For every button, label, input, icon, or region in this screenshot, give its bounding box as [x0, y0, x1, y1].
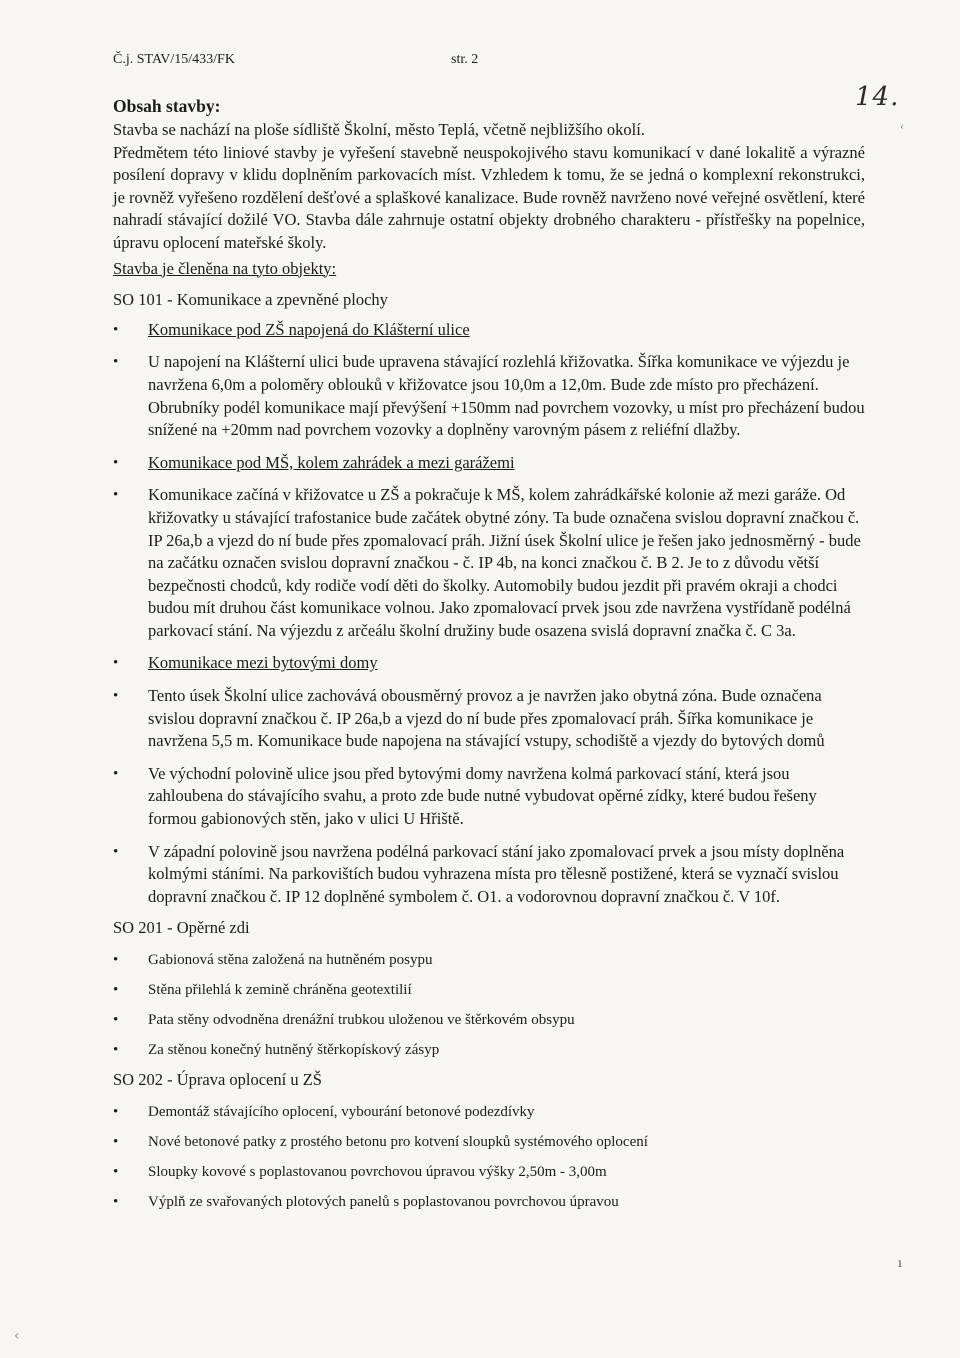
so-202-list — [113, 1102, 865, 1212]
list-item: • Tento úsek Školní ulice zachovává obousměrný provoz a je navržen jako obytná zóna. Bude označena svislou dopravní značkou č. IP 26a,b a vjezd do ní bude přes zpomalovací práh. Šířka komunikace je navržena 5,5 m. Komunikace bude napojena na stávající vstupy, schodiště a vjezdy do bytových domů — [113, 685, 865, 753]
list-item: • Gabionová stěna založená na hutněném posypu — [113, 950, 865, 970]
list-item — [113, 452, 865, 475]
document-body — [113, 95, 865, 1212]
so-101-heading: SO 101 - Komunikace a zpevněné plochy — [113, 290, 388, 310]
list-item: • U napojení na Klášterní ulici bude upravena stávající rozlehlá křižovatka. Šířka komunikace ve výjezdu je navržena 6,0m a poloměry oblouků v křižovatce jsou 10,0m a 12,0m. Bude zde místo pro přecházení. Obrubníky podél komunikace mají převýšení +150mm nad povrchem vozovky, u míst pro přecházení budou snížené na +20mm nad povrchem vozovky a doplněny varovným pásem z reliéfní dlažby. — [113, 351, 865, 441]
document-reference: Č.j. STAV/15/433/FK — [113, 52, 235, 67]
list-item — [113, 652, 865, 675]
so-201-heading: SO 201 - Opěrné zdi — [113, 918, 250, 938]
list-item: • Demontáž stávajícího oplocení, vybourání betonové podezdívky — [113, 1102, 865, 1122]
so-202-heading: SO 202 - Úprava oplocení u ZŠ — [113, 1070, 322, 1089]
handwritten-mark: ‹ — [900, 122, 904, 133]
list-item: • Za stěnou konečný hutněný štěrkopískový zásyp — [113, 1040, 865, 1060]
intro-paragraph: Stavba se nachází na ploše sídliště Školní, město Teplá, včetně nejbližšího okolí. — [113, 120, 645, 139]
list-item: • Nové betonové patky z prostého betonu pro kotvení sloupků systémového oplocení — [113, 1132, 865, 1152]
list-item: • Sloupky kovové s poplastovanou povrchovou úpravou výšky 2,50m - 3,00m — [113, 1162, 865, 1182]
handwritten-sheet-number: 14. — [855, 82, 900, 112]
handwritten-mark: ı — [898, 1256, 902, 1270]
division-heading: Stavba je členěna na tyto objekty: — [113, 258, 337, 278]
subsection-heading: Komunikace pod ZŠ napojená do Klášterní ulice — [148, 319, 470, 339]
subsection-heading: Komunikace pod MŠ, kolem zahrádek a mezi garážemi — [148, 452, 515, 472]
so-101-list — [113, 319, 865, 909]
list-item: • Stěna přilehlá k zemině chráněna geotextilií — [113, 980, 865, 1000]
list-item: • Ve východní polovině ulice jsou před bytovými domy navržena kolmá parkovací stání, která jsou zahloubena do stávajícího svahu, a proto zde bude nutné vybudovat opěrné zídky, které budou řešeny formou gabionových stěn, jako v ulici U Hřiště. — [113, 763, 865, 831]
so-201-list — [113, 950, 865, 1060]
list-item: • Komunikace začíná v křižovatce u ZŠ a pokračuje k MŠ, kolem zahrádkářské kolonie až mezi garáže. Od křižovatky u stávající trafostanice bude začátek obytné zóny. Ta bude označena svislou dopravní značkou č. IP 26a,b a vjezd do ní bude přes zpomalovací práh. Jižní úsek Školní ulice je řešen jako jednosměrný - bude na začátku označen svislou dopravní značkou - č. IP 4b, na konci značkou č. B 2. Je to z důvodu větší bezpečnosti chodců, kdy rodiče vodí děti do školky. Automobily budou jezdit při pravém okraji a chodci budou mít druhou část komunikace volnou. Jako zpomalovací prvek jsou zde navržena vystřídaně podélná parkovací stání. Na výjezdu z arčeálu školní družiny bude osazena svislá dopravní značka č. C 3a. — [113, 484, 865, 642]
list-item — [113, 319, 865, 342]
section-title: Obsah stavby: — [113, 96, 221, 116]
description-paragraph: Předmětem této liniové stavby je vyřešení stavebně neuspokojivého stavu komunikací v dané lokalitě a výrazné posílení dopravy v klidu doplněním parkovacích míst. Vzhledem k tomu, že se jedná o komplexní rekonstrukci, je rovněž vyřešeno rozdělení dešťové a splaškové kanalizace. Bude rovněž navrženo nové veřejné osvětlení, které nahradí stávající dožilé VO. Stavba dále zahrnuje ostatní objekty drobného charakteru - přístřešky na popelnice, úpravu oplocení mateřské školy. — [113, 142, 865, 252]
list-item: • V západní polovině jsou navržena podélná parkovací stání jako zpomalovací prvek a jsou místy doplněna kolmými stáními. Na parkovištích budou vyhrazena místa pro tělesně postižené, která se vyznačí svislou dopravní značkou č. IP 12 doplněné symbolem č. O1. a vodorovnou dopravní značkou č. V 10f. — [113, 841, 865, 909]
list-item: • Pata stěny odvodněna drenážní trubkou uloženou ve štěrkovém obsypu — [113, 1010, 865, 1030]
list-item: • Výplň ze svařovaných plotových panelů s poplastovanou povrchovou úpravou — [113, 1192, 865, 1212]
subsection-heading: Komunikace mezi bytovými domy — [148, 653, 378, 673]
handwritten-mark: ‹ — [14, 1328, 20, 1344]
page-number: str. 2 — [451, 52, 479, 67]
